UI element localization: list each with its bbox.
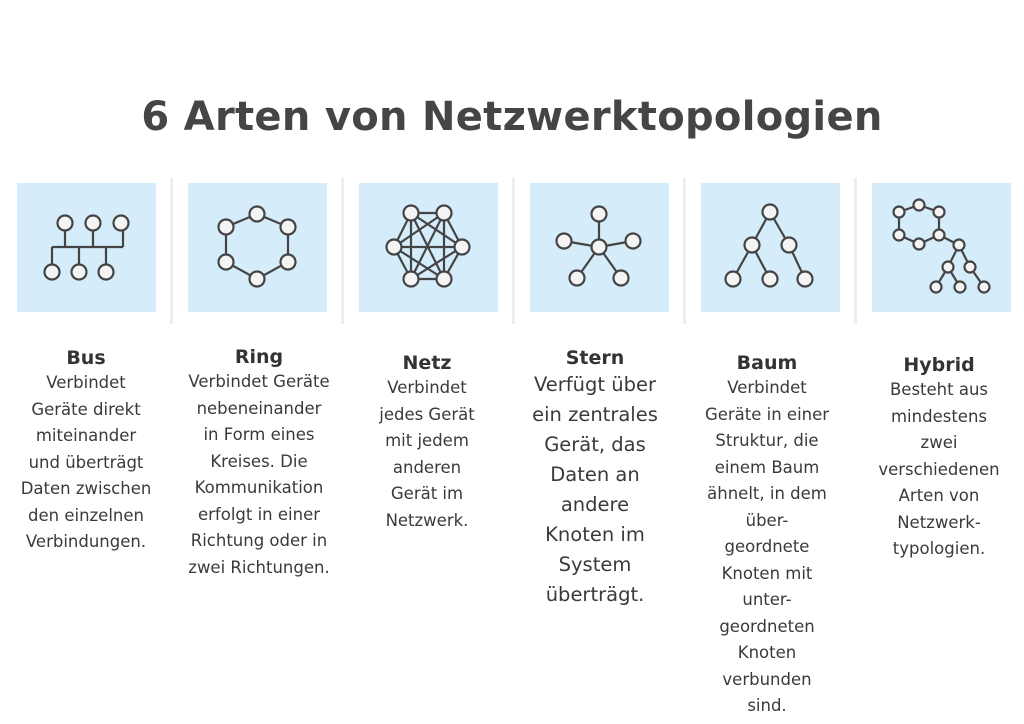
- divider: [170, 178, 173, 324]
- divider: [512, 178, 515, 324]
- ring-topology-tile: [188, 183, 327, 312]
- topology-name: Bus: [66, 347, 106, 369]
- star-topology-tile: [530, 183, 669, 312]
- topology-description: Besteht aus mindestens zwei verschiedenen Arten von Netzwerk- typologien.: [878, 380, 1000, 558]
- hybrid-topology-icon: [872, 183, 1011, 312]
- divider: [341, 178, 344, 324]
- bus-topology-tile: [17, 183, 156, 312]
- topology-ring: [174, 345, 344, 581]
- topology-description: Verbindet jedes Gerät mit jedem anderen Gerät im Netzwerk.: [379, 378, 475, 530]
- mesh-topology-tile: [359, 183, 498, 312]
- topology-name: Stern: [565, 347, 625, 369]
- topology-tree: [686, 351, 848, 720]
- hybrid-topology-tile: [872, 183, 1011, 312]
- mesh-topology-icon: [359, 183, 498, 312]
- topology-name: Ring: [234, 346, 284, 368]
- topology-hybrid: [858, 353, 1020, 563]
- topology-star: [514, 346, 676, 610]
- bus-topology-icon: [17, 183, 156, 312]
- topology-mesh: [346, 351, 508, 534]
- divider: [683, 178, 686, 324]
- topology-name: Baum: [736, 352, 798, 374]
- topology-description: Verbindet Geräte nebeneinander in Form eines Kreises. Die Kommunikation erfolgt in einer Richtung oder in zwei Richtungen.: [188, 372, 330, 577]
- divider: [854, 178, 857, 324]
- tree-topology-icon: [701, 183, 840, 312]
- topology-description: Verfügt über ein zentrales Gerät, das Daten an andere Knoten im System überträgt.: [532, 373, 658, 606]
- topology-name: Hybrid: [903, 354, 975, 376]
- ring-topology-icon: [188, 183, 327, 312]
- topology-name: Netz: [402, 352, 452, 374]
- tree-topology-tile: [701, 183, 840, 312]
- topology-bus: [5, 346, 167, 556]
- topology-description: Verbindet Geräte in einer Struktur, die einem Baum ähnelt, in dem über- geordnete Knoten mit unter- geordneten Knoten verbunden sind.: [704, 378, 830, 715]
- topology-description: Verbindet Geräte direkt miteinander und überträgt Daten zwischen den einzelnen Verbindungen.: [20, 373, 152, 551]
- star-topology-icon: [530, 183, 669, 312]
- page-title: 6 Arten von Netzwerktopologien: [141, 94, 883, 140]
